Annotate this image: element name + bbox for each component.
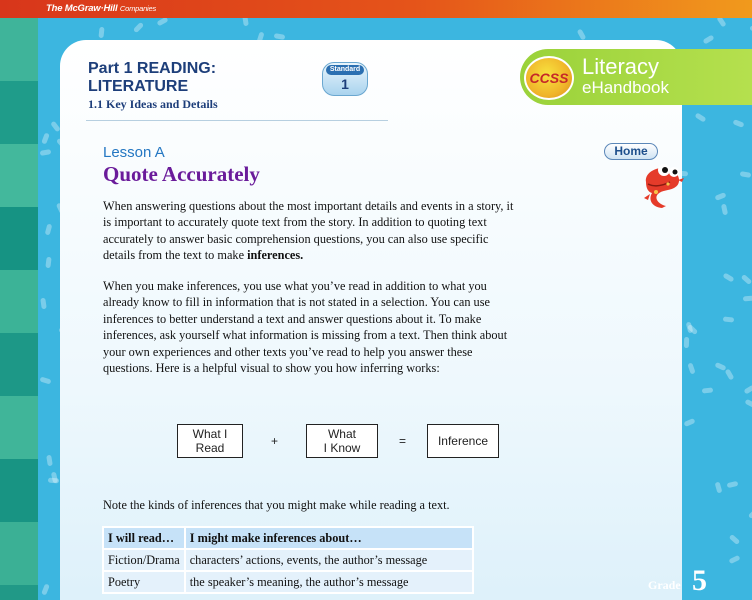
background-dash: [45, 224, 53, 236]
table-cell: Poetry: [103, 571, 185, 593]
table-cell: characters’ actions, events, the author’s message: [185, 549, 473, 571]
background-dash: [743, 385, 752, 395]
background-dash: [41, 132, 50, 144]
background-dash: [714, 362, 726, 371]
diagram-what-i-read: [177, 424, 243, 458]
standard-label: Standard: [326, 65, 364, 75]
background-dash: [684, 337, 689, 348]
inference-paragraph: When you make inferences, you use what you’ve read in addition to what you already know to fill in information that is not stated in a selection. You can use inferences to better understand a text and answer questions about it. To make inferences, ask yourself what information is missing from a text. Then think about your own experiences and other texts you’ve read to help you answer these questions. Here is a helpful visual to show you how inferring works:: [103, 279, 508, 376]
diagram-inference: [427, 424, 499, 458]
diagram-box1-line2: Read: [195, 441, 225, 455]
background-dash: [732, 119, 744, 128]
publisher-name: The McGraw·Hill: [46, 3, 118, 14]
background-dash: [729, 534, 741, 545]
table-intro-note: Note the kinds of inferences that you might make while reading a text.: [103, 498, 450, 512]
intro-paragraph: [103, 198, 523, 264]
table-cell: Fiction/Drama: [103, 549, 185, 571]
publisher-suffix: Companies: [119, 4, 157, 13]
background-dash: [740, 171, 752, 178]
standard-badge: [322, 62, 368, 96]
grade-number: 5: [692, 564, 707, 597]
background-dash: [715, 482, 723, 494]
lesson-label: Lesson A: [103, 144, 165, 161]
diagram-box3-label: Inference: [437, 434, 489, 448]
background-dash: [744, 399, 752, 408]
part-title-line1: Part 1 READING:: [88, 60, 217, 77]
background-dash: [133, 22, 144, 33]
background-dash: [725, 368, 735, 380]
diagram-box1-line1: What I: [192, 427, 228, 441]
background-dash: [156, 18, 168, 26]
background-dash: [41, 583, 50, 595]
header-divider: [86, 120, 388, 121]
diagram-plus: +: [271, 434, 279, 448]
diagram-box2-line1: What: [327, 427, 356, 441]
table-header-cell: I might make inferences about…: [185, 527, 473, 549]
inferences-table: [102, 526, 474, 594]
background-dash: [687, 324, 698, 335]
table-header-cell: I will read…: [103, 527, 185, 549]
background-dash: [577, 28, 587, 40]
diagram-what-i-know: [306, 424, 378, 458]
background-dash: [723, 316, 734, 322]
background-dash: [46, 455, 53, 467]
publisher-bar: [0, 0, 752, 18]
background-dash: [743, 296, 752, 302]
background-dash: [40, 149, 52, 156]
ccss-logo: CCSS: [524, 56, 574, 100]
background-dash: [714, 192, 726, 201]
background-dash: [45, 257, 51, 269]
table-row: [103, 549, 473, 571]
table-header-row: [103, 527, 473, 549]
intro-text: When answering questions about the most important details and events in a story, it is important to accurately quote text from the story. In addition to quoting text accurately to answer basic comprehension questions, you can also use specific details from the text to make: [103, 199, 514, 263]
background-dash: [721, 204, 728, 216]
background-dash: [702, 35, 714, 45]
background-dash: [40, 298, 46, 310]
intro-bold-term: inferences.: [247, 248, 304, 263]
background-dash: [748, 508, 752, 519]
literacy-title: Literacy: [582, 54, 660, 79]
background-dash: [40, 377, 52, 385]
diagram-box2-line2: I Know: [323, 441, 361, 455]
left-decorative-stripes: [0, 18, 38, 600]
standard-number: 1: [341, 76, 349, 92]
background-dash: [727, 481, 739, 488]
background-dash: [687, 362, 695, 374]
diagram-equals: =: [399, 434, 407, 448]
background-dash: [741, 274, 752, 285]
background-dash: [702, 387, 713, 393]
red-salamander-mascot-icon: [638, 160, 686, 210]
background-dash: [242, 18, 249, 26]
publisher-logo: [46, 3, 156, 14]
background-dash: [98, 27, 104, 38]
background-dash: [716, 18, 726, 27]
background-dash: [695, 112, 707, 122]
background-dash: [274, 33, 286, 40]
subsection-title: 1.1 Key Ideas and Details: [88, 97, 218, 111]
background-dash: [48, 478, 59, 484]
grade-label: Grade: [648, 578, 681, 592]
ehandbook-title: eHandbook: [582, 78, 669, 97]
background-dash: [683, 418, 695, 427]
home-button[interactable]: Home: [604, 143, 658, 160]
table-row: [103, 571, 473, 593]
part-title-line2: LITERATURE: [88, 78, 189, 95]
lesson-title: Quote Accurately: [103, 162, 260, 186]
background-dash: [728, 555, 740, 564]
part-title: [88, 60, 216, 96]
background-dash: [722, 273, 734, 283]
table-cell: the speaker’s meaning, the author’s message: [185, 571, 473, 593]
